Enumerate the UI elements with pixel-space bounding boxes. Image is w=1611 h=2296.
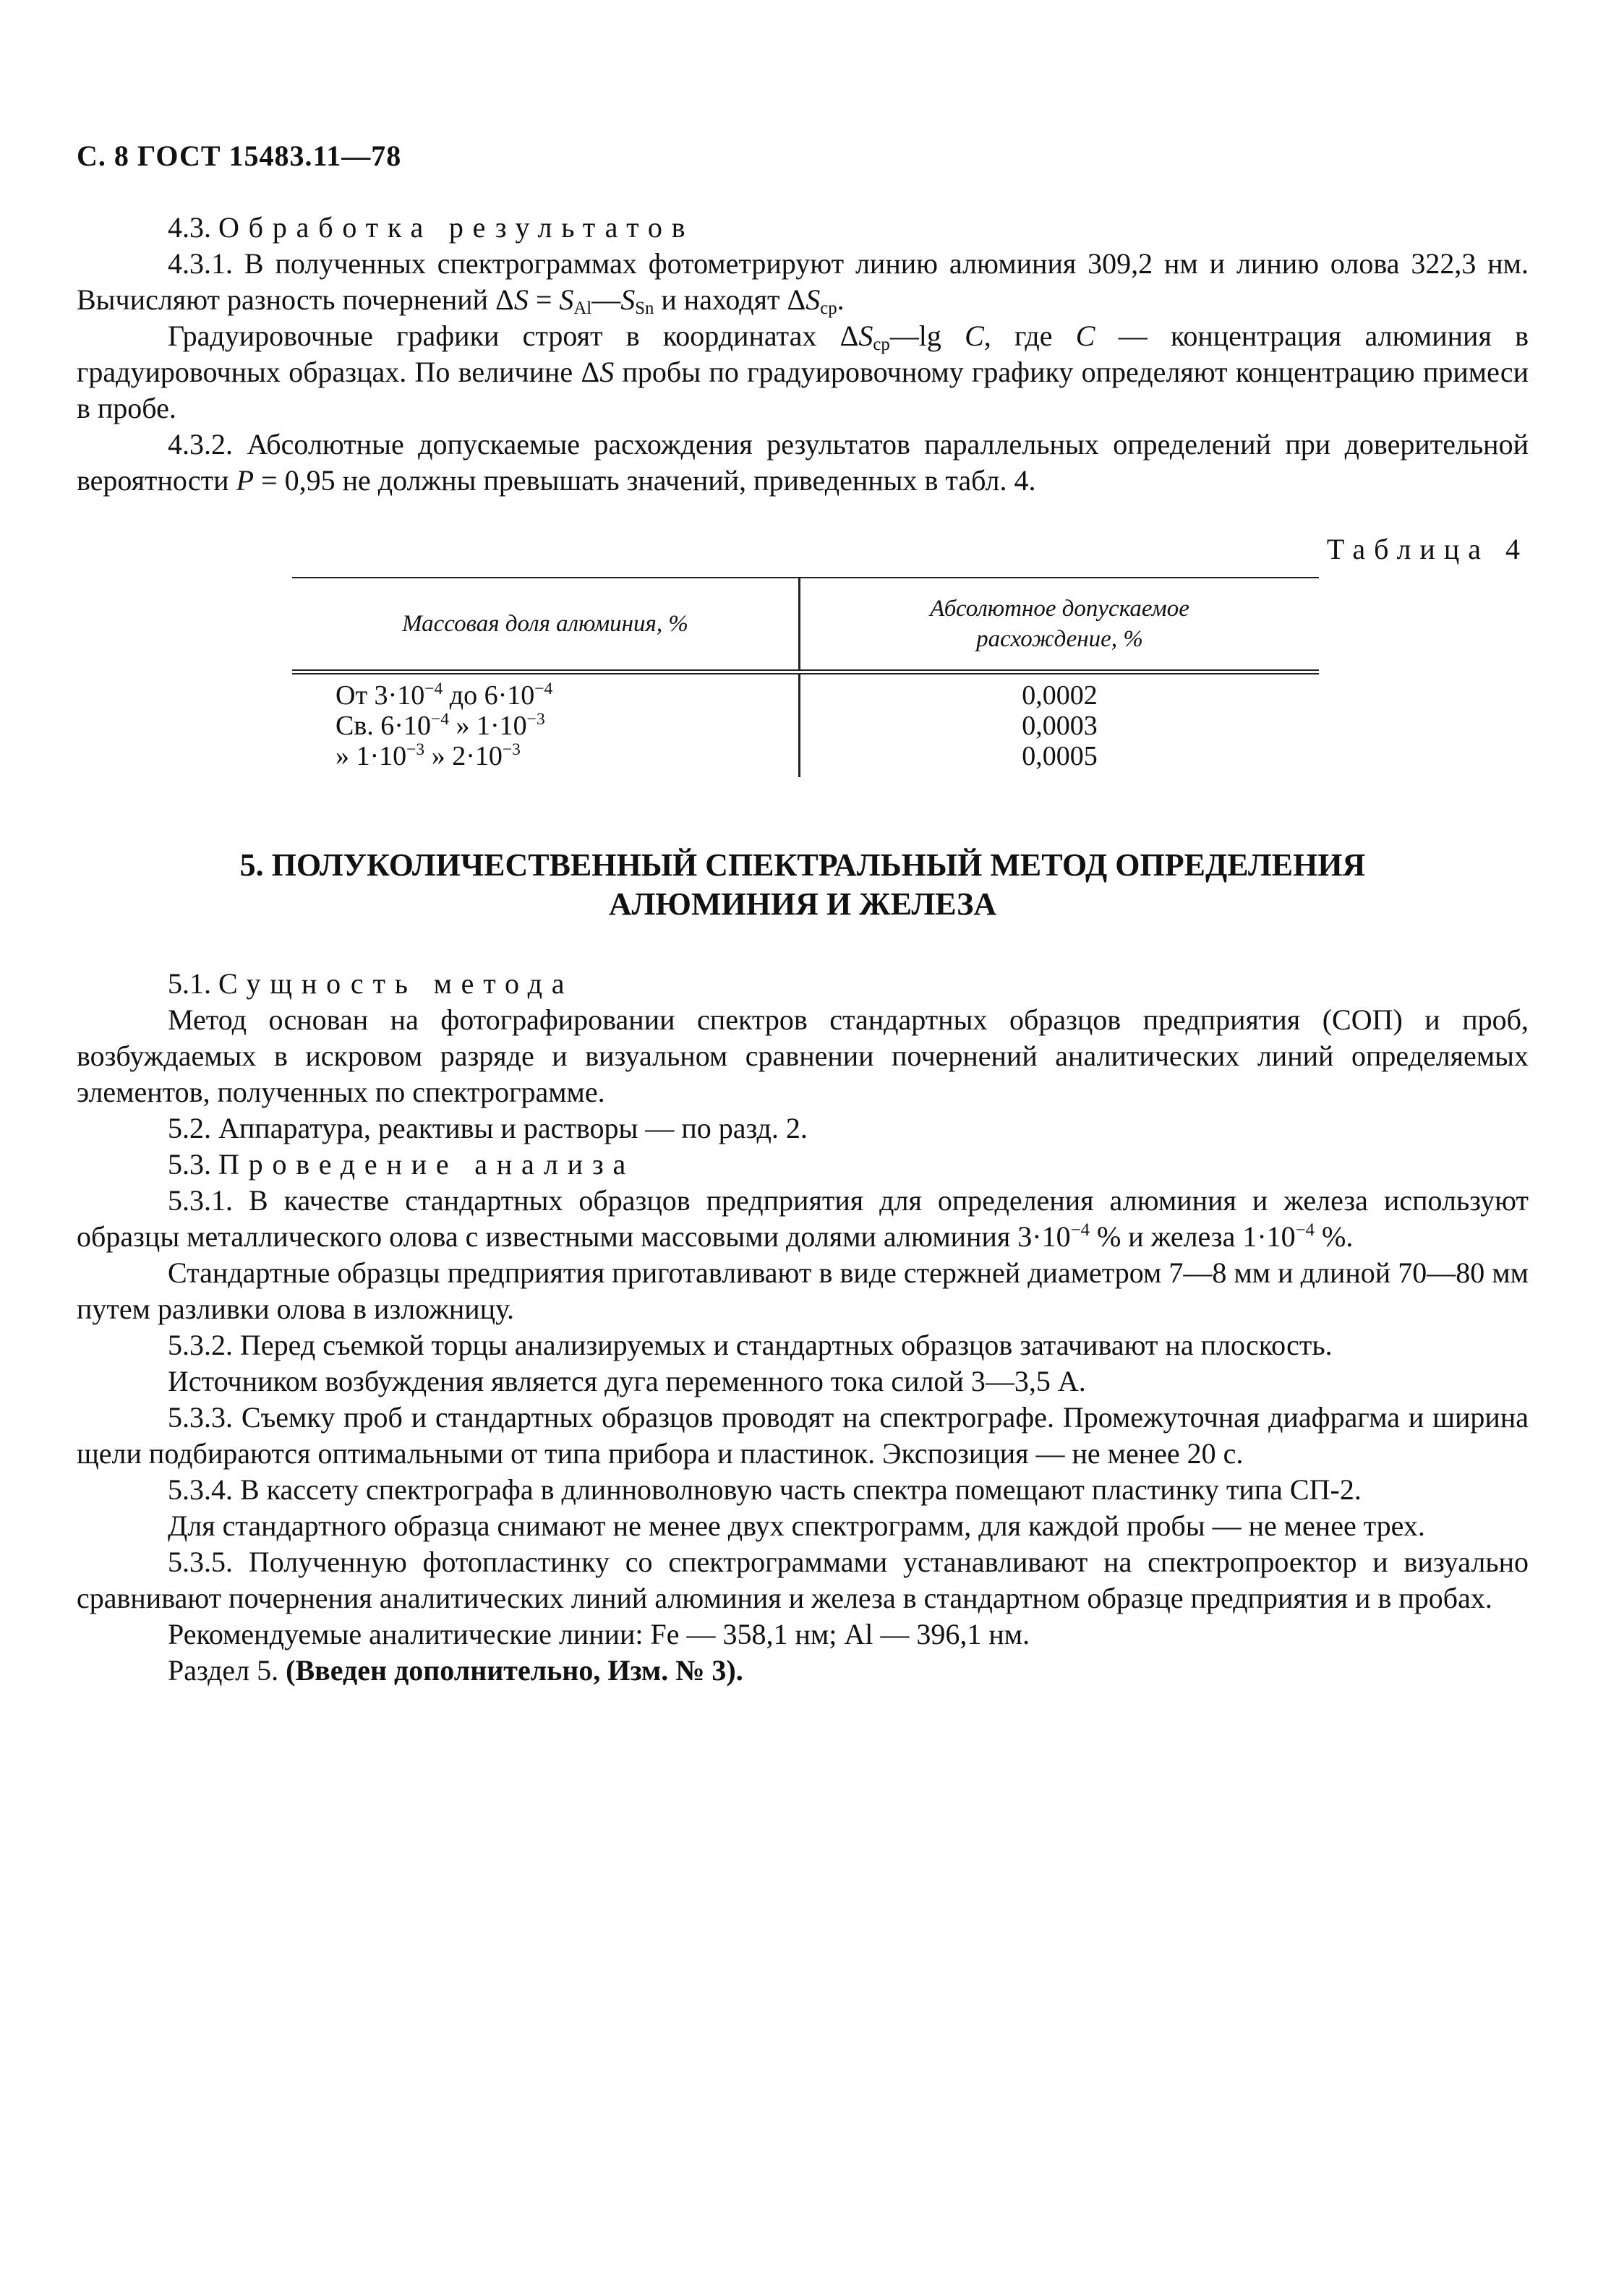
paragraph-5-3-1: 5.3.1. В качестве стандартных образцов предприятия для определения алюминия и железа используют образцы металлического олова с известными массовыми долями алюминия $3\cdot 10^{-4}$ % и железа $1\cdot 10^{-4}$ %. <box>77 1184 1529 1253</box>
paragraph-5-3-1-cont: Стандартные образцы предприятия приготавливают в виде стержней диаметром 7—8 мм и длиной 70—80 мм путем разливки олова в изложницу. <box>77 1256 1529 1325</box>
table-cell: 0,0003 <box>1022 711 1098 741</box>
section-5-title: 5. ПОЛУКОЛИЧЕСТВЕННЫЙ СПЕКТРАЛЬНЫЙ МЕТОД ОПРЕДЕЛЕНИЯ АЛЮМИНИЯ И ЖЕЛЕЗА <box>239 847 1366 922</box>
table-row: Св. $6\cdot 10^{-4}$ » $1\cdot 10^{-3}$ <box>336 709 545 741</box>
table-header-row <box>292 578 1319 669</box>
page-header: С. 8 ГОСТ 15483.11—78 <box>77 140 402 172</box>
paragraph-5-3-2-cont: Источником возбуждения является дуга переменного тока силой 3—3,5 А. <box>168 1365 1086 1397</box>
paragraph-5-3-3: 5.3.3. Съемку проб и стандартных образцов проводят на спектрографе. Промежуточная диафрагма и ширина щели подбираются оптимальными от типа прибора и пластинок. Экспозиция — не менее 20 с. <box>77 1401 1529 1470</box>
table-body <box>292 674 1319 777</box>
table-col-tolerance <box>798 674 1319 777</box>
paragraph-amendment-note: Раздел 5. (Введен дополнительно, Изм. № 3). <box>168 1654 743 1687</box>
subsection-title-5-1: 5.1. Сущность метода <box>168 967 574 1000</box>
paragraph-5-3-4: 5.3.4. В кассету спектрографа в длинноволновую часть спектра помещают пластинку типа СП-2. <box>168 1473 1362 1506</box>
table-cell: 0,0005 <box>1022 741 1098 771</box>
table-cell: 0,0002 <box>1022 680 1098 711</box>
table-col-mass-fraction <box>292 674 798 777</box>
subsection-title-5-3: 5.3. Проведение анализа <box>168 1148 636 1181</box>
table-row: » $1\cdot 10^{-3}$ » $2\cdot 10^{-3}$ <box>336 740 521 771</box>
table-row: От $3\cdot 10^{-4}$ до $6\cdot 10^{-4}$ <box>336 679 553 711</box>
paragraph-4-3-1: 4.3.1. В полученных спектрограммах фотометрируют линию алюминия 309,2 нм и линию олова 322,3 нм. Вычисляют разность почернений $\Delta S = S_{Al}—S_{Sn}$ и находят $\Delta S_{ср}$. <box>77 247 1529 319</box>
table-header-rule <box>292 669 1319 674</box>
paragraph-5-3-2: 5.3.2. Перед съемкой торцы анализируемых и стандартных образцов затачивают на плоскость. <box>168 1329 1333 1361</box>
paragraph-5-1: Метод основан на фотографировании спектров стандартных образцов предприятия (СОП) и проб, возбуждаемых в искровом разряде и визуальном сравнении почернений аналитических линий определяемых элементов, полученных по спектрограмме. <box>77 1003 1529 1108</box>
paragraph-calibration: Градуировочные графики строят в координатах $\Delta S_{ср}—\lg$ C, где C — концентрация алюминия в градуировочных образцах. По величине ΔS пробы по градуировочному графику определяют концентрацию примеси в пробе. <box>77 320 1529 424</box>
paragraph-5-2: 5.2. Аппаратура, реактивы и растворы — по разд. 2. <box>168 1112 808 1144</box>
table-header-tolerance: Абсолютное допускаемое расхождение, % <box>798 578 1319 669</box>
table-caption: Таблица 4 <box>1326 533 1529 565</box>
section-4-3 <box>77 210 1529 499</box>
paragraph-4-3-2: 4.3.2. Абсолютные допускаемые расхождения результатов параллельных определений при доверительной вероятности P = 0,95 не должны превышать значений, приведенных в табл. 4. <box>77 428 1529 497</box>
table-4 <box>292 577 1319 777</box>
section-5-body <box>77 966 1529 1689</box>
subsection-title-4-3: 4.3. Обработка результатов <box>168 211 695 244</box>
paragraph-5-3-5: 5.3.5. Полученную фотопластинку со спектрограммами устанавливают на спектропроектор и визуально сравнивают почернения аналитических линий алюминия и железа в стандартном образце предприятия и в пробах. <box>77 1546 1529 1614</box>
paragraph-5-3-5-cont: Рекомендуемые аналитические линии: Fe — 358,1 нм; Al — 396,1 нм. <box>168 1618 1030 1650</box>
table-header-mass-fraction: Массовая доля алюминия, % <box>402 610 688 637</box>
paragraph-5-3-4-cont: Для стандартного образца снимают не менее двух спектрограмм, для каждой пробы — не менее трех. <box>168 1509 1425 1542</box>
